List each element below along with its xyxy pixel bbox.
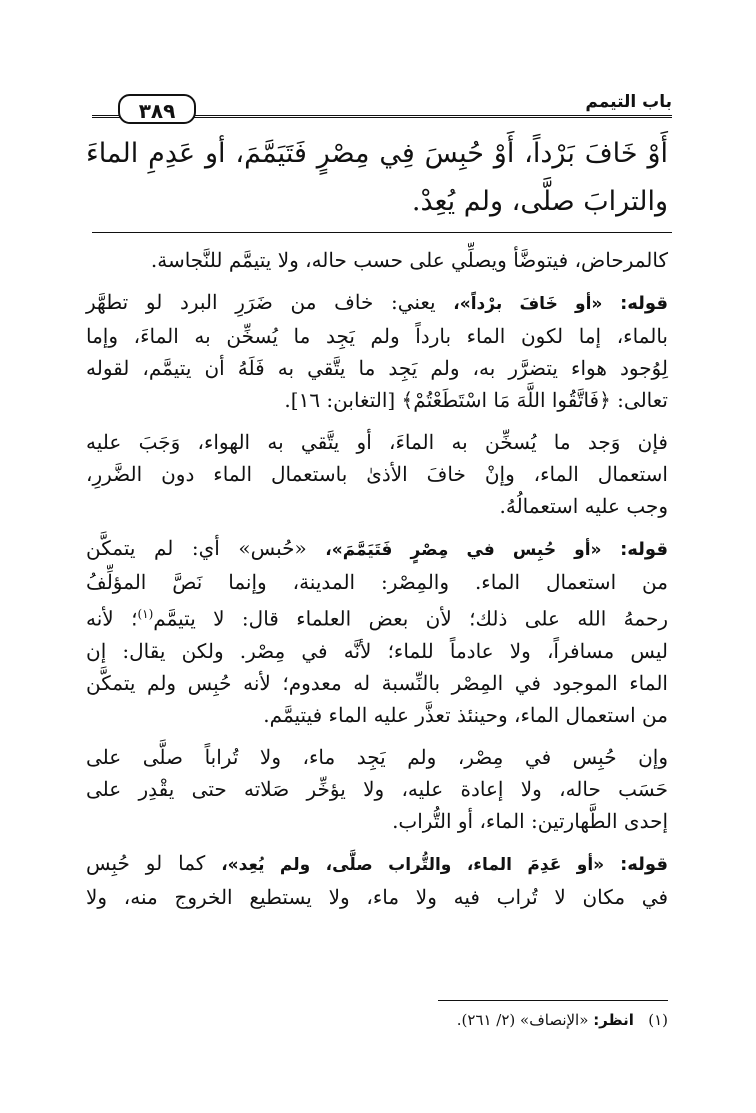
text-line: تعالى: ﴿فَاتَّقُوا اللَّهَ مَا اسْتَطَعْتُمْ﴾ [التغابن: ١٦]. — [284, 388, 668, 412]
commentary-lead: قوله: — [620, 539, 669, 560]
text-span: ؛ لأنه — [86, 606, 138, 631]
paragraph — [86, 532, 668, 731]
paragraph — [86, 426, 668, 522]
text-line: ليس مسافراً، ولا عادماً للماء؛ لأنَّه في مِصْر. ولكن يقال: إن — [86, 638, 668, 663]
footnote-marker[interactable]: (١) — [137, 607, 154, 621]
text-line: الماء الموجود في المِصْر بالنِّسبة له معدوم؛ لأنه حُبِس ولم يتمكَّن — [86, 670, 668, 695]
commentary-lead: قوله: — [620, 853, 669, 875]
text-line — [86, 598, 668, 635]
footnote-number: (١) — [648, 1011, 668, 1029]
text-span: «حُبس» أي: لم يتمكَّن — [86, 536, 307, 560]
commentary — [86, 244, 668, 923]
text-span: رحمهُ الله على ذلك؛ لأن بعض العلماء قال: لا يتيمَّم — [153, 606, 668, 631]
running-head: باب التيمم — [585, 92, 672, 112]
footnote-label: انظر: — [593, 1011, 634, 1029]
text-separator — [92, 232, 672, 233]
text-line: استعمال الماء، وإنْ خافَ الأذىٰ باستعمال الماء دون الضَّررِ، — [86, 462, 668, 486]
text-line: وإن حُبِس في مِصْر، ولم يَجِد ماء، ولا تُراباً صلَّى على — [86, 744, 669, 769]
footnote-text: «الإنصاف» (٢/ ٢٦١). — [456, 1011, 589, 1029]
paragraph — [86, 741, 668, 837]
text-line — [86, 286, 668, 320]
text-line: بالماء، إما لكون الماء بارداً ولم يَجِد ما يُسخِّن به الماءَ، وإما — [86, 324, 668, 348]
commentary-lead: قوله: — [620, 293, 669, 314]
page-header — [92, 78, 672, 124]
paragraph — [86, 286, 668, 416]
text-line — [86, 532, 668, 566]
text-line — [86, 847, 668, 881]
quoted-text: «أو عَدِمَ الماء، والتُّراب صلَّى، ولم يُعِد»، — [221, 854, 605, 875]
paragraph — [86, 847, 668, 913]
quoted-text: «أو حُبِس في مِصْرٍ فَتَيَمَّمَ»، — [325, 540, 602, 560]
text-span: كما لو حُبِس — [86, 850, 206, 875]
text-line: كالمرحاض، فيتوضَّأ ويصلِّي على حسب حاله، ولا يتيمَّم للنَّجاسة. — [150, 248, 668, 272]
base-text-line: أَوْ خَافَ بَرْداً، أَوْ حُبِسَ فِي مِصْرٍ فَتَيَمَّمَ، أو عَدِمِ الماءَ — [86, 138, 668, 169]
text-line: فإن وَجد ما يُسخِّن به الماءَ، أو يتَّقي به الهواء، وَجَبَ عليه — [86, 430, 668, 454]
base-text — [86, 130, 668, 226]
quoted-text: «أو خَافَ برْداً»، — [453, 294, 603, 314]
text-line: من استعمال الماء، وحينئذ تعذَّر عليه الماء فيتيمَّم. — [263, 702, 668, 727]
text-line: إحدى الطَّهارتين: الماء، أو التُّراب. — [392, 808, 668, 833]
text-span: يعني: خاف من ضَرَرِ البرد لو تطهَّر — [86, 290, 436, 314]
footnote — [86, 1008, 668, 1032]
text-line: حَسَب حاله، ولا إعادة عليه، ولا يؤخِّر صَلاته حتى يقْدِر على — [86, 776, 668, 801]
page-number: ٣٨٩ — [118, 94, 196, 124]
paragraph — [86, 244, 668, 276]
text-line: لِوُجود هواء يتضرَّر به، ولم يَجِد ما يتَّقي به فَلَهُ أن يتيمَّم، لقوله — [86, 356, 668, 380]
text-line: من استعمال الماء. والمِصْر: المدينة، وإنما نَصَّ المؤلِّفُ — [86, 570, 668, 594]
text-line: وجب عليه استعمالُهُ. — [499, 494, 668, 518]
text-line: في مكان لا تُراب فيه ولا ماء، ولا يستطيع الخروج منه، ولا — [86, 884, 668, 909]
footnote-separator — [438, 1000, 668, 1001]
base-text-line: والترابَ صلَّى، ولم يُعِدْ. — [411, 186, 668, 217]
